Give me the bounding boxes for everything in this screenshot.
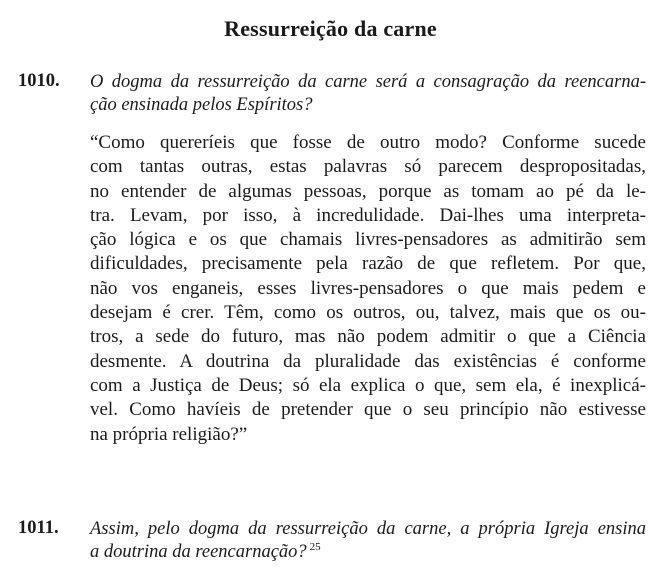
answer-line: na própria religião?” <box>90 423 248 445</box>
answer-line: desmente. A doutrina da pluralidade das existências é conforme <box>90 350 646 372</box>
answer-text <box>90 131 646 447</box>
footnote-reference[interactable]: 25 <box>309 540 321 553</box>
question-line: Assim, pelo dogma da ressurreição da carne, a própria Igreja ensina <box>90 519 646 539</box>
answer-line: “Como quereríeis que fosse de outro modo? Conforme sucede <box>90 132 646 153</box>
question-line: O dogma da ressurreição da carne será a consagração da reencarna- <box>90 72 646 92</box>
answer-line: ção lógica e os que chamais livres-pensadores as admitirão sem <box>90 229 646 251</box>
answer-line: desejam é crer. Têm, como os outros, ou, talvez, mais que os ou- <box>90 302 646 324</box>
answer-line: no entender de algumas pessoas, porque as tomam ao pé da le- <box>90 180 646 202</box>
section-title: Ressurreição da carne <box>224 16 437 41</box>
answer-line: dificuldades, precisamente pela razão de que refletem. Por que, <box>90 253 646 275</box>
question-line-text: a doutrina da reencarnação? <box>90 542 307 562</box>
answer-line: vel. Como havíeis de pretender que o seu princípio não estivesse <box>90 399 646 421</box>
answer-line: não vos enganeis, esses livres-pensadores o que mais pedem e <box>90 277 646 299</box>
question-number: 1010. <box>18 71 60 91</box>
answer-line: tra. Levam, por isso, à incredulidade. Dai-lhes uma interpreta- <box>90 204 646 226</box>
question-line <box>90 541 646 564</box>
answer-line: com tantas outras, estas palavras só parecem despropositadas, <box>90 156 646 178</box>
answer-line: tros, a sede do futuro, mas não podem admitir o que a Ciência <box>90 326 646 348</box>
question-text <box>90 518 646 564</box>
question-line: ção ensinada pelos Espíritos? <box>90 95 313 115</box>
question-text <box>90 71 646 117</box>
answer-line: com a Justiça de Deus; só ela explica o que, sem ela, é inexplicá- <box>90 374 646 396</box>
question-number: 1011. <box>18 518 59 538</box>
